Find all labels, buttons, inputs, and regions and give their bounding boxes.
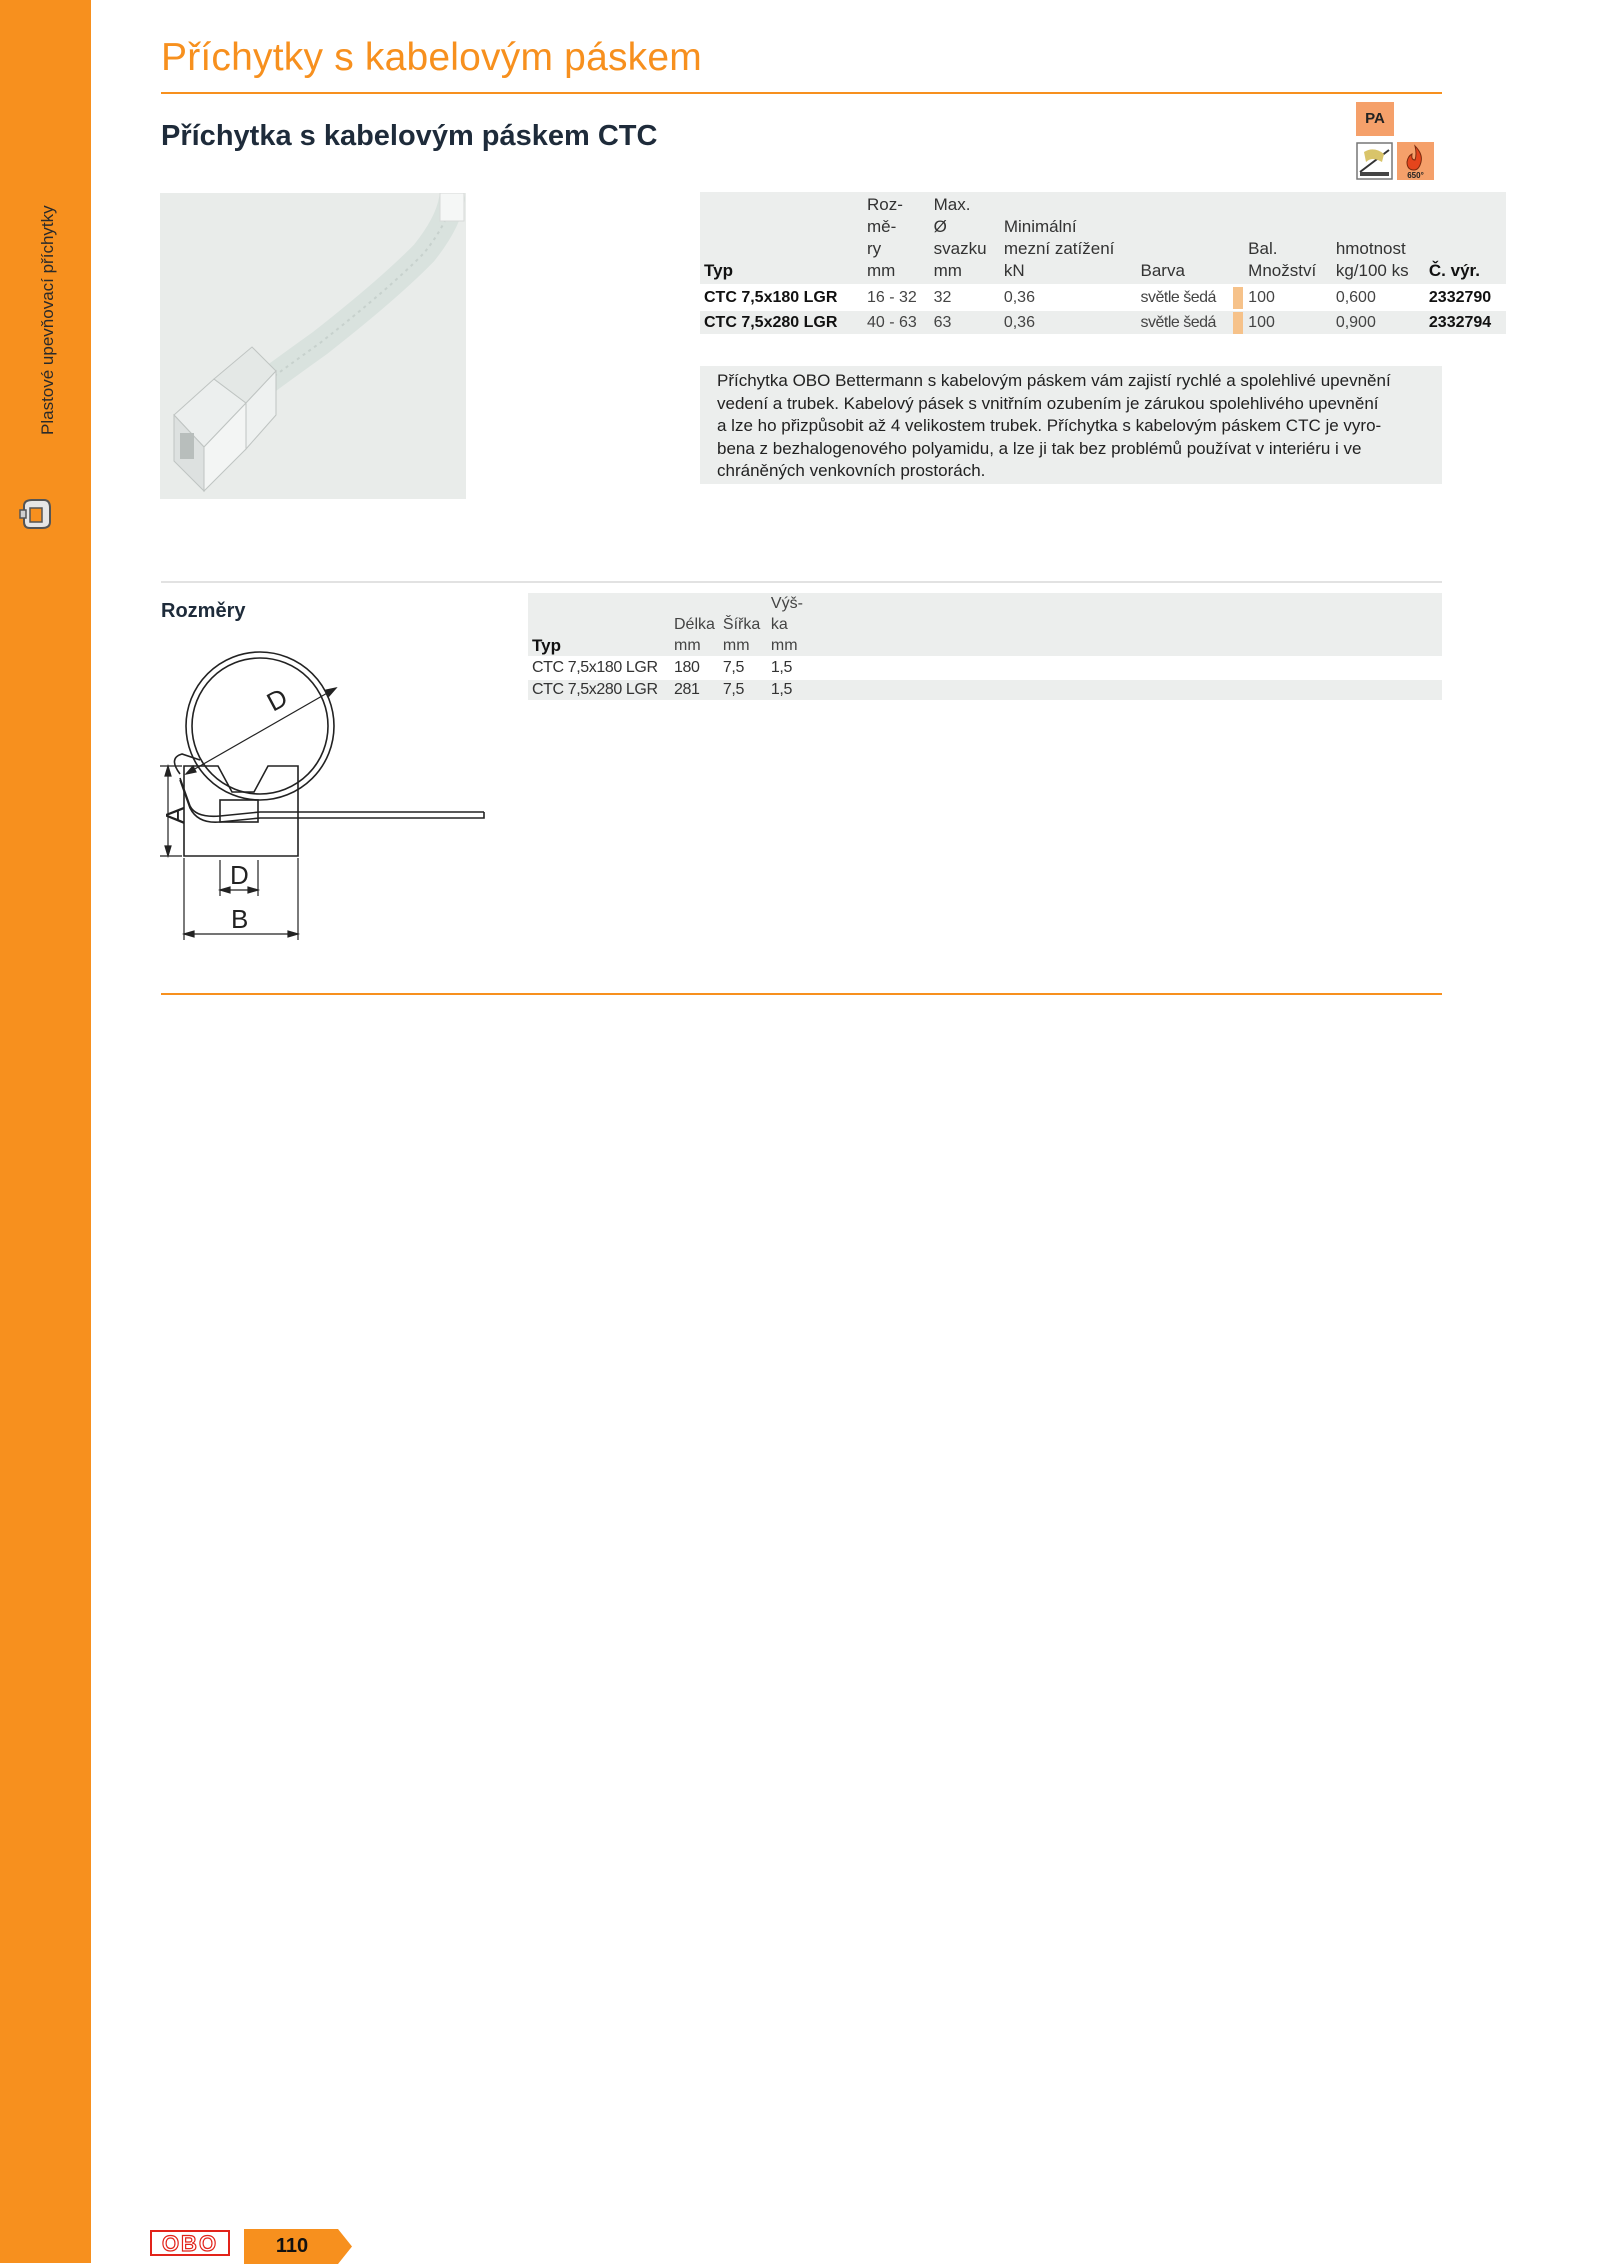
col-cislo: Č. výr. [1428, 261, 1480, 280]
label-d-top: D [261, 681, 293, 718]
description-line: bena z bezhalogenového polyamidu, a lze ji tak bez problémů používat v interiéru i ve [717, 438, 1362, 458]
col-bal [1244, 192, 1332, 285]
table-row [528, 657, 1442, 679]
title-divider [161, 92, 1442, 94]
description-line: a lze ho přizpůsobit až 4 velikostem trubek. Příchytka s kabelovým páskem CTC je vyro- [717, 416, 1382, 435]
col-bal-line: Množství [1248, 261, 1317, 280]
col-max-unit: mm [933, 261, 962, 280]
flame-650-icon [1397, 142, 1434, 180]
cell-typ: CTC 7,5x180 LGR [700, 285, 863, 310]
col-typ: Typ [704, 261, 733, 280]
col-hmotnost-line: hmotnost [1335, 239, 1406, 258]
table-row [700, 310, 1506, 334]
cell-rozmery: 16 - 32 [863, 285, 930, 310]
col-max-line: svazku [933, 239, 987, 258]
col-zatizeni-unit: kN [1003, 261, 1025, 280]
col-rozmery-line: Roz- [866, 195, 903, 214]
label-d-bottom: D [230, 860, 249, 890]
cell-barva: světle šedá [1136, 310, 1232, 334]
product-table [700, 192, 1506, 334]
sidebar [0, 0, 91, 2263]
cell-bal: 100 [1244, 310, 1332, 334]
col-rozmery-line: mě- [866, 217, 897, 236]
col-delka-unit: mm [674, 637, 701, 654]
description-line: chráněných venkovních prostorách. [717, 461, 986, 480]
color-swatch [1233, 287, 1243, 309]
col-vyska [767, 593, 1442, 657]
col-delka [670, 593, 719, 657]
cell-typ: CTC 7,5x280 LGR [528, 679, 670, 700]
label-b: B [231, 904, 249, 934]
col-sirka-unit: mm [722, 637, 750, 654]
col-max-line: Ø [933, 217, 947, 236]
material-badge: PA [1356, 102, 1394, 136]
cell-swatch [1233, 285, 1245, 310]
cell-cislo: 2332794 [1425, 310, 1506, 334]
col-delka-line: Délka [674, 616, 715, 633]
product-photo [160, 193, 466, 499]
dimensions-table [528, 593, 1442, 700]
cell-zatizeni: 0,36 [1000, 310, 1137, 334]
dimensions-title: Rozměry [161, 600, 246, 622]
col-bal-line: Bal. [1248, 239, 1278, 258]
sidebar-label: Plastové upevňovací příchytky [38, 205, 57, 435]
col-max-line: Max. [933, 195, 971, 214]
clip-icon [18, 496, 52, 532]
obo-logo-text: OBO [161, 2231, 219, 2256]
flame-650-label: 650° [1407, 171, 1424, 180]
cell-typ: CTC 7,5x180 LGR [528, 657, 670, 679]
cell-zatizeni: 0,36 [1000, 285, 1137, 310]
col-rozmery-line: ry [866, 239, 882, 258]
page-number: 110 [275, 2235, 309, 2257]
cell-sirka: 7,5 [719, 679, 767, 700]
col-zatizeni-line: mezní zatížení [1003, 239, 1115, 258]
label-a: A [160, 806, 190, 824]
cell-max: 63 [930, 310, 1000, 334]
cell-max: 32 [930, 285, 1000, 310]
bottom-divider [161, 993, 1442, 995]
cell-hmotnost: 0,600 [1332, 285, 1425, 310]
col-sirka [719, 593, 767, 657]
cell-barva: světle šedá [1136, 285, 1232, 310]
description-line: vedení a trubek. Kabelový pásek s vnitřním ozubením je zárukou spolehlivého upevnění [717, 393, 1379, 413]
col-vyska-line: ka [770, 616, 788, 633]
col-hmotnost-unit: kg/100 ks [1335, 261, 1409, 280]
cell-vyska: 1,5 [767, 657, 1442, 679]
obo-logo [150, 2229, 230, 2257]
cell-cislo: 2332790 [1425, 285, 1506, 310]
dimension-drawing [160, 628, 490, 948]
cell-vyska: 1,5 [767, 679, 1442, 700]
cell-typ: CTC 7,5x280 LGR [700, 310, 863, 334]
col-hmotnost [1332, 192, 1425, 285]
cell-rozmery: 40 - 63 [863, 310, 930, 334]
cell-hmotnost: 0,900 [1332, 310, 1425, 334]
cell-swatch [1233, 310, 1245, 334]
cell-delka: 180 [670, 657, 719, 679]
col-vyska-unit: mm [770, 637, 798, 654]
table-row [700, 285, 1506, 310]
product-title: Příchytka s kabelovým páskem CTC [161, 120, 658, 152]
halogen-free-icon [1356, 142, 1393, 180]
col-zatizeni-line: Minimální [1003, 217, 1077, 236]
col-max [930, 192, 1000, 285]
col-rozmery [863, 192, 930, 285]
col-barva: Barva [1140, 261, 1185, 280]
cell-bal: 100 [1244, 285, 1332, 310]
color-swatch [1233, 312, 1243, 334]
page-title: Příchytky s kabelovým páskem [161, 36, 702, 79]
col-typ: Typ [532, 636, 561, 655]
section-divider [161, 581, 1442, 583]
col-zatizeni [1000, 192, 1137, 285]
col-vyska-line: Výš- [770, 595, 803, 612]
description-line: Příchytka OBO Bettermann s kabelovým páskem vám zajistí rychlé a spolehlivé upevnění [717, 371, 1391, 390]
cell-delka: 281 [670, 679, 719, 700]
col-sirka-line: Šířka [722, 616, 761, 633]
col-swatch [1233, 192, 1245, 285]
cell-sirka: 7,5 [719, 657, 767, 679]
col-rozmery-unit: mm [866, 261, 896, 280]
product-description [700, 366, 1442, 484]
table-row [528, 679, 1442, 700]
